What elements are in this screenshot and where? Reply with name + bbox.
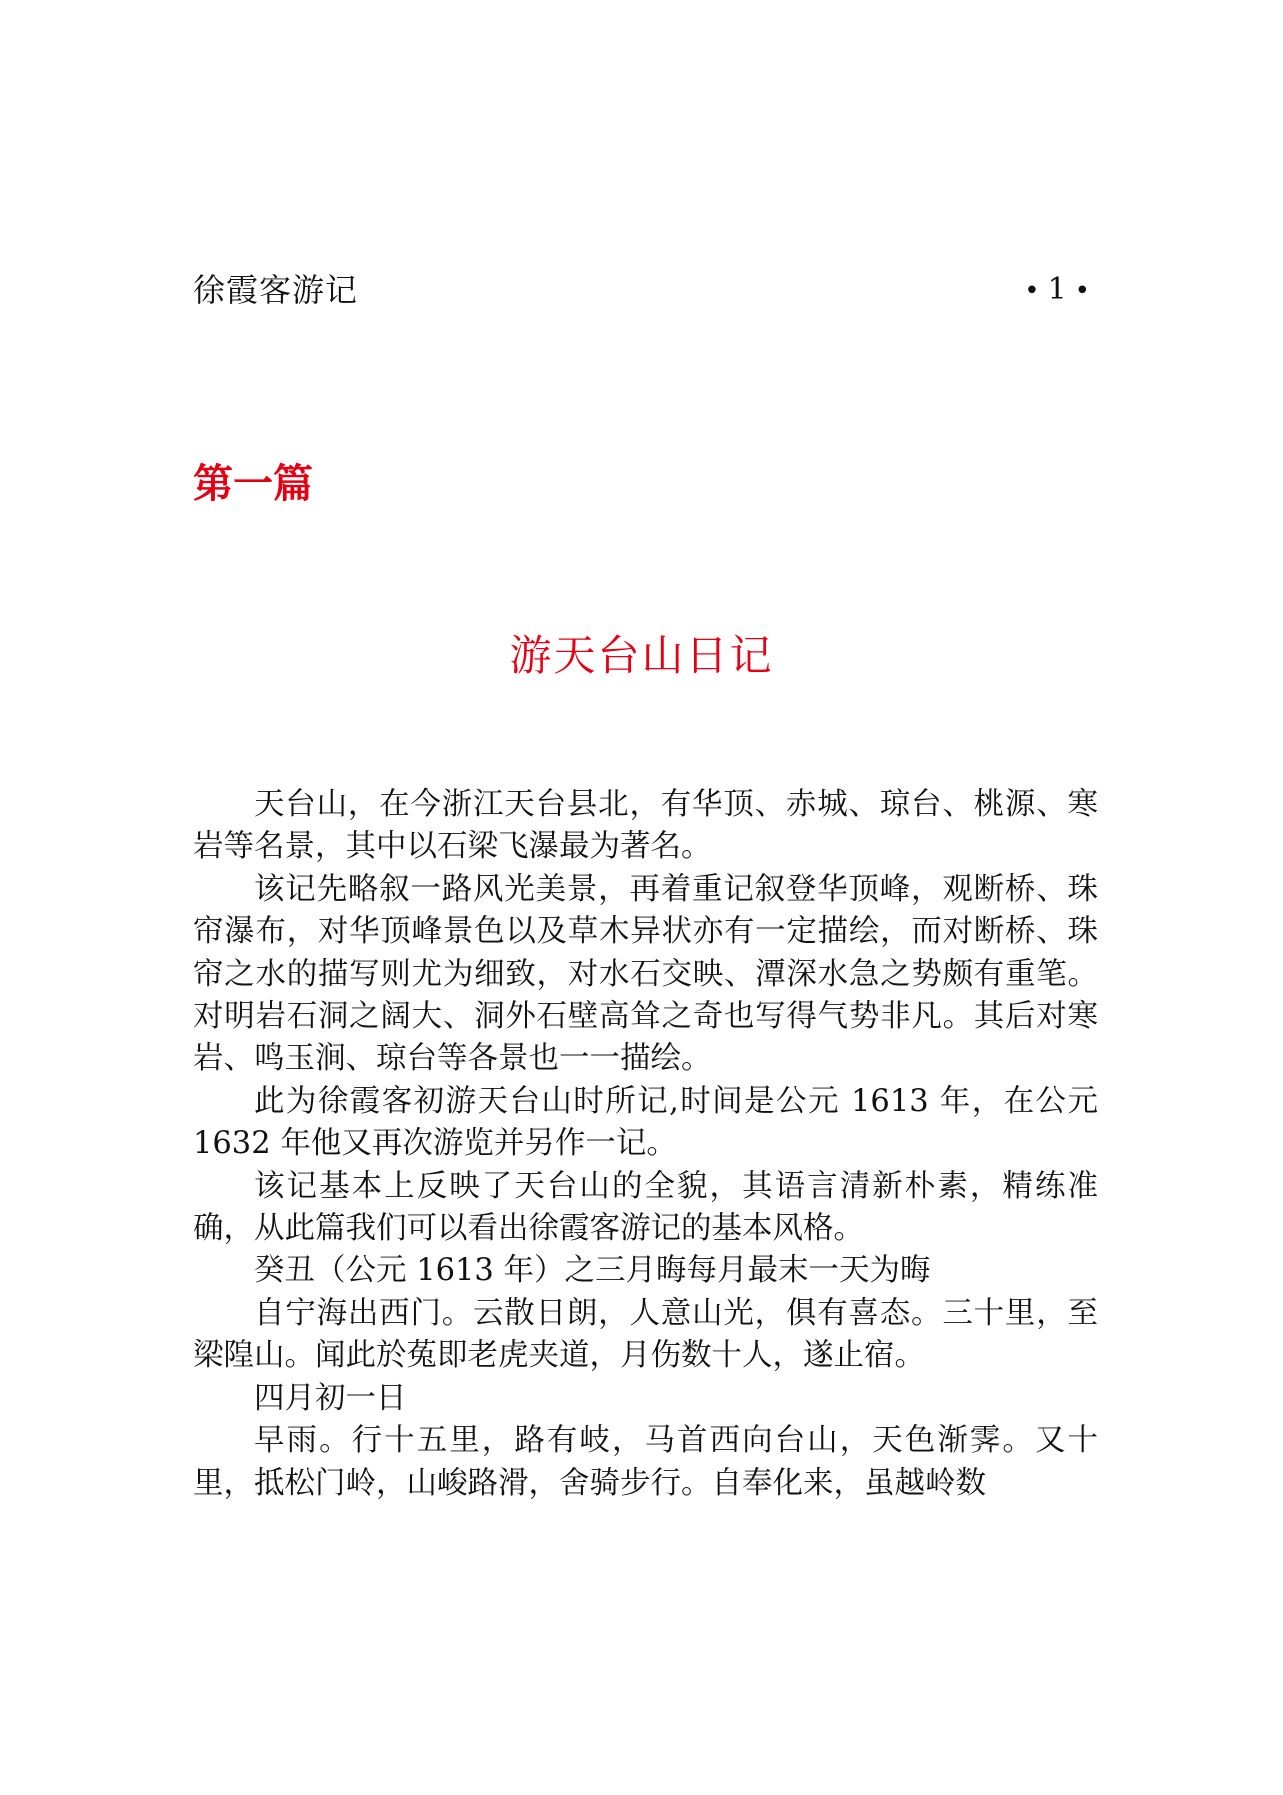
- paragraph-intro: 天台山，在今浙江天台县北，有华顶、赤城、琼台、桃源、寒岩等名景，其中以石梁飞瀑最为著名。: [193, 787, 1098, 865]
- article-title: 游天台山日记: [509, 631, 774, 680]
- page-number: [1016, 268, 1098, 313]
- page-number-left-bullet: •: [1024, 276, 1040, 306]
- part-heading: 第一篇: [193, 461, 313, 507]
- paragraph-entry-text-1: 自宁海出西门。云散日朗，人意山光，俱有喜态。三十里，至梁隍山。闻此於菟即老虎夹道，月伤数十人，遂止宿。: [193, 1295, 1098, 1374]
- running-header: [193, 268, 1098, 312]
- paragraph-summary: 该记先略叙一路风光美景，再着重记叙登华顶峰，观断桥、珠帘瀑布，对华顶峰景色以及草木异状亦有一定描绘，而对断桥、珠帘之水的描写则尤为细致，对水石交映、潭深水急之势颇有重笔。对明岩石洞之阔大、洞外石壁高耸之奇也写得气势非凡。其后对寒岩、鸣玉涧、琼台等各景也一一描绘。: [193, 871, 1098, 1077]
- page-number-value: 1: [1047, 272, 1067, 307]
- paragraph-entry-date-2: 四月初一日: [254, 1380, 407, 1416]
- paragraph-entry-date-1: 癸丑（公元 1613 年）之三月晦每月最末一天为晦: [254, 1253, 931, 1289]
- paragraph-entry-text-2: 早雨。行十五里，路有岐，马首西向台山，天色渐霁。又十里，抵松门岭，山峻路滑，舍骑步行。自奉化来，虽越岭数: [193, 1423, 1098, 1501]
- page-number-right-bullet: •: [1074, 276, 1090, 306]
- paragraph-date-note: 此为徐霞客初游天台山时所记,时间是公元 1613 年，在公元 1632 年他又再次游览并另作一记。: [193, 1083, 1098, 1162]
- body-text: [193, 784, 1098, 1505]
- paragraph-style-note: 该记基本上反映了天台山的全貌，其语言清新朴素，精练准确，从此篇我们可以看出徐霞客游记的基本风格。: [193, 1168, 1098, 1247]
- running-header-title: 徐霞客游记: [193, 271, 359, 309]
